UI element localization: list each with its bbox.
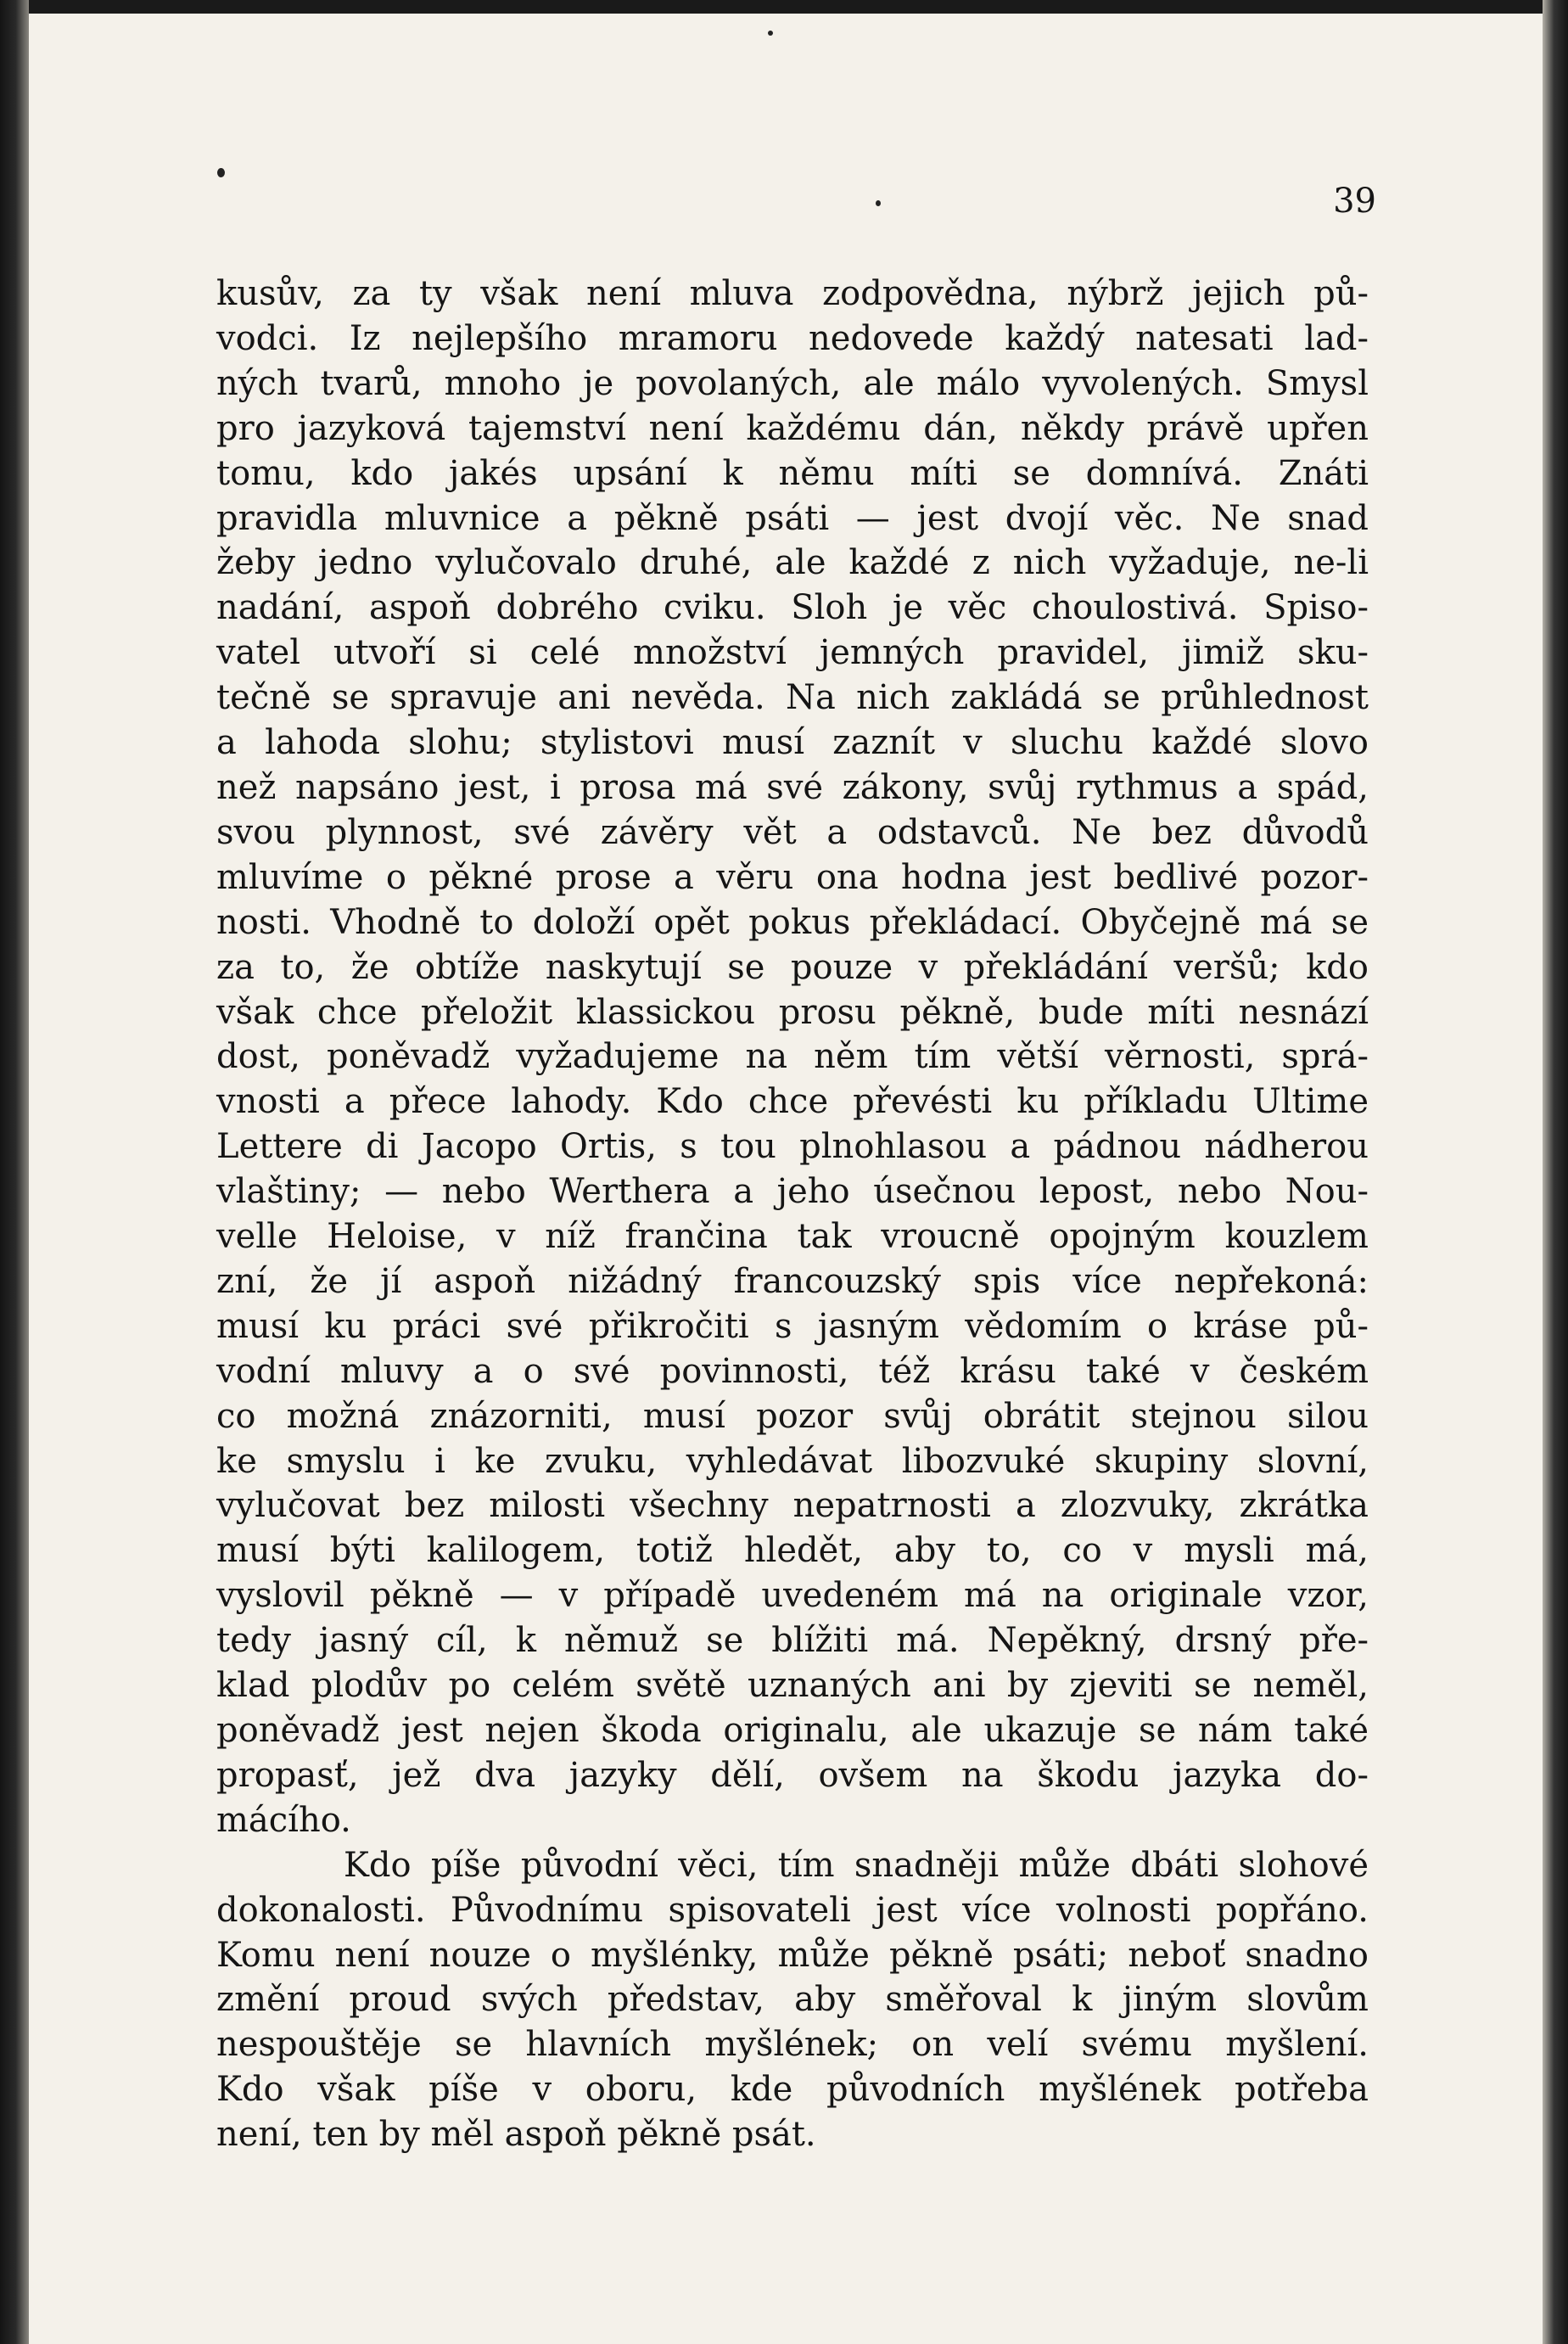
text-line: mluvíme o pěkné prose a věru ona hodna jest bedlivé pozor-: [216, 857, 1369, 897]
text-line: propasť, jež dva jazyky dělí, ovšem na škodu jazyka do-: [216, 1755, 1369, 1795]
text-line: dokonalosti. Původnímu spisovateli jest více volnosti popřáno.: [216, 1890, 1369, 1930]
text-line: kusův, za ty však není mluva zodpovědna, nýbrž jejich pů-: [216, 274, 1369, 313]
text-line: mácího.: [216, 1800, 351, 1840]
text-line: pravidla mluvnice a pěkně psáti — jest dvojí věc. Ne snad: [216, 498, 1369, 538]
text-line: za to, že obtíže naskytují se pouze v překládání veršů; kdo: [216, 947, 1369, 987]
text-line: než napsáno jest, i prosa má své zákony, svůj rythmus a spád,: [216, 767, 1369, 807]
text-line: velle Heloise, v níž frančina tak vroucně opojným kouzlem: [216, 1217, 1369, 1257]
text-line: musí ku práci své přikročiti s jasným vědomím o kráse pů-: [216, 1306, 1369, 1346]
text-line: Lettere di Jacopo Ortis, s tou plnohlasou a pádnou nádherou: [216, 1127, 1369, 1167]
text-line: vyslovil pěkně — v případě uvedeném má na originale vzor,: [216, 1576, 1369, 1616]
text-line: pro jazyková tajemství není každému dán, někdy právě upřen: [216, 408, 1369, 448]
text-line: ke smyslu i ke zvuku, vyhledávat libozvuké skupiny slovní,: [216, 1441, 1369, 1481]
text-line: změní proud svých představ, aby směřoval k jiným slovům: [216, 1980, 1369, 2020]
text-line: musí býti kalilogem, totiž hledět, aby to, co v mysli má,: [216, 1531, 1369, 1571]
text-line: vodci. Iz nejlepšího mramoru nedovede každý natesati lad-: [216, 318, 1369, 358]
scan-edge-top: [0, 0, 1568, 14]
body-text: [216, 272, 1369, 2157]
paragraph-start-line: Kdo píše původní věci, tím snadněji může dbáti slohové: [344, 1845, 1369, 1885]
scan-edge-left: [0, 0, 29, 2344]
text-line: nespouštěje se hlavních myšlének; on velí svému myšlení.: [216, 2025, 1369, 2065]
ink-speck: [876, 200, 881, 206]
text-line: není, ten by měl aspoň pěkně psát.: [216, 2115, 816, 2155]
text-line: vodní mluvy a o své povinnosti, též krásu také v českém: [216, 1351, 1369, 1391]
text-line: tomu, kdo jakés upsání k němu míti se domnívá. Znáti: [216, 453, 1369, 493]
text-line: dost, poněvadž vyžadujeme na něm tím větší věrnosti, sprá-: [216, 1037, 1369, 1077]
text-line: co možná znázorniti, musí pozor svůj obrátit stejnou silou: [216, 1396, 1369, 1436]
text-line: Kdo však píše v oboru, kde původních myšlének potřeba: [216, 2070, 1369, 2110]
text-line: nadání, aspoň dobrého cviku. Sloh je věc choulostivá. Spiso-: [216, 588, 1369, 628]
page-number: 39: [1333, 182, 1376, 221]
text-line: poněvadž jest nejen škoda originalu, ale ukazuje se nám také: [216, 1711, 1369, 1750]
text-line: však chce přeložit klassickou prosu pěkně, bude míti nesnází: [216, 992, 1369, 1032]
ink-speck: [768, 31, 773, 36]
text-line: Komu není nouze o myšlénky, může pěkně psáti; neboť snadno: [216, 1935, 1369, 1975]
text-line: žeby jedno vylučovalo druhé, ale každé z nich vyžaduje, ne-li: [216, 543, 1369, 583]
text-line: a lahoda slohu; stylistovi musí zaznít v sluchu každé slovo: [216, 723, 1369, 763]
text-line: nosti. Vhodně to doloží opět pokus překládací. Obyčejně má se: [216, 902, 1369, 942]
text-line: ných tvarů, mnoho je povolaných, ale málo vyvolených. Smysl: [216, 363, 1369, 403]
text-line: vylučovat bez milosti všechny nepatrnosti a zlozvuky, zkrátka: [216, 1486, 1369, 1526]
text-line: svou plynnost, své závěry vět a odstavců. Ne bez důvodů: [216, 812, 1369, 852]
text-line: tedy jasný cíl, k němuž se blížiti má. Nepěkný, drsný pře-: [216, 1621, 1369, 1661]
text-line: zní, že jí aspoň nižádný francouzský spis více nepřekoná:: [216, 1261, 1369, 1301]
ink-speck: [217, 168, 225, 177]
text-line: vlaštiny; — nebo Werthera a jeho úsečnou lepost, nebo Nou-: [216, 1172, 1369, 1212]
scan-edge-right: [1543, 0, 1568, 2344]
text-line: vnosti a přece lahody. Kdo chce převésti ku příkladu Ultime: [216, 1082, 1369, 1122]
text-line: tečně se spravuje ani nevěda. Na nich zakládá se průhlednost: [216, 678, 1369, 718]
text-line: vatel utvoří si celé množství jemných pravidel, jimiž sku-: [216, 633, 1369, 673]
text-line: klad plodův po celém světě uznaných ani by zjeviti se neměl,: [216, 1666, 1369, 1706]
